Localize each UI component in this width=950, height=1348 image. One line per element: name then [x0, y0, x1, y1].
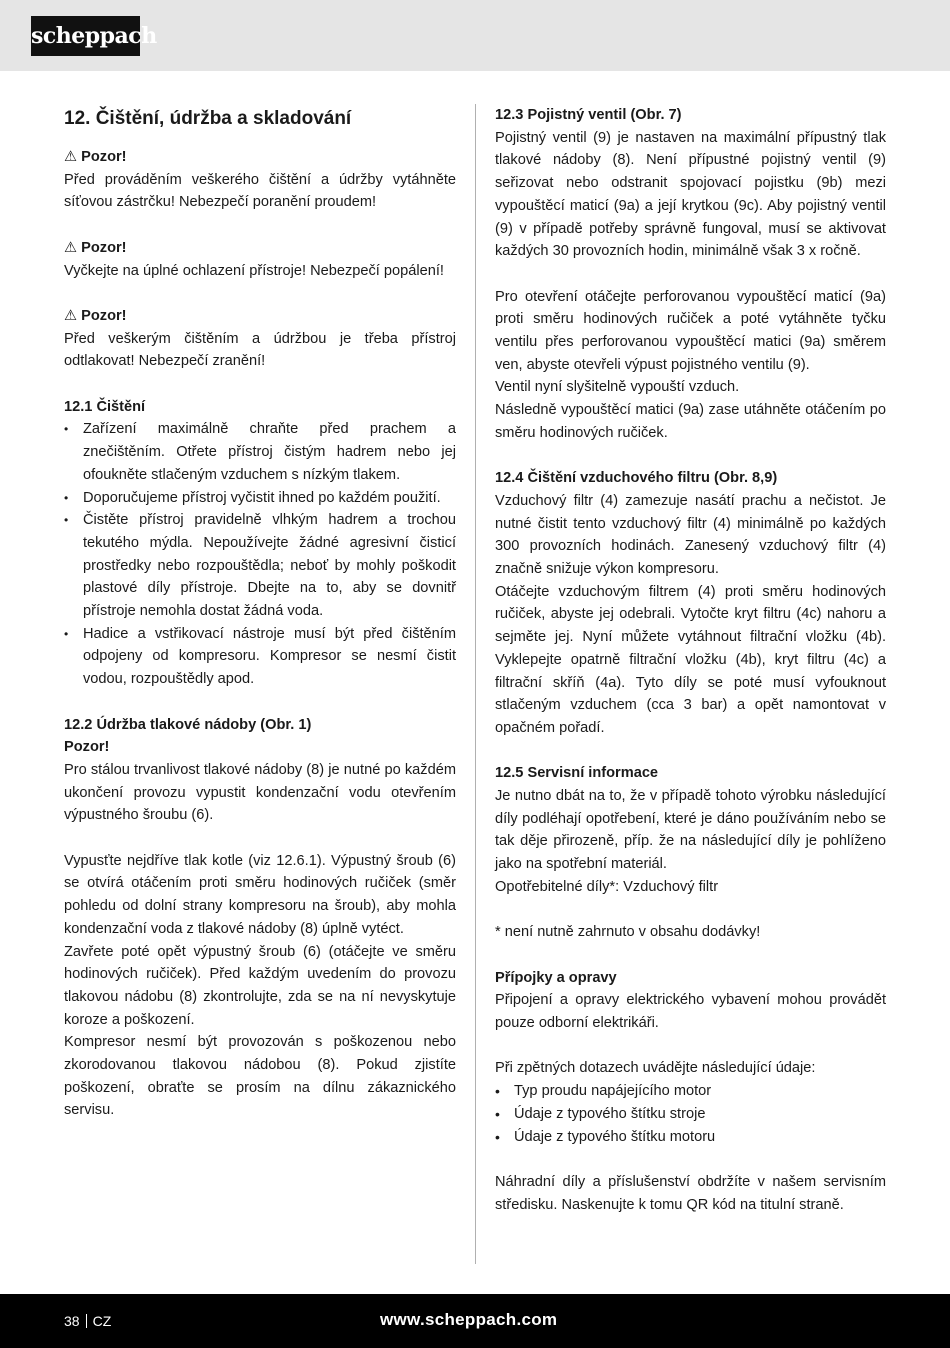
- warning-label: ⚠ Pozor!: [64, 149, 127, 165]
- section-title: 12. Čištění, údržba a skladování: [64, 108, 352, 129]
- warning-text: Vyčkejte na úplné ochlazení přístroje! Nebezpečí popálení!: [64, 262, 444, 279]
- warning-label: Pozor!: [64, 739, 110, 756]
- subsection-heading: 12.5 Servisní informace: [495, 765, 659, 782]
- subsection-heading: 12.4 Čištění vzduchového filtru (Obr. 8,9): [495, 470, 778, 487]
- page-number-value: 38: [64, 1313, 80, 1329]
- page-number: [64, 1310, 111, 1332]
- subsection-heading: 12.1 Čištění: [64, 398, 146, 415]
- paragraph: Zavřete poté opět výpustný šroub (6) (otáčejte ve směru hodinových ručiček). Před každým uvedením do provozu tlakovou nádobu (8) zkontrolujte, zda se na ní nevyskytuje koroze a poškození.: [64, 943, 456, 1028]
- paragraph: Pro otevření otáčejte perforovanou vypouštěcí maticí (9a) proti směru hodinových ručiček a poté vytáhněte tyčku ventilu přes perforovanou vypouštěcí matici (9a) směrem ven, abyste otevřeli výpust pojistného ventilu (9).: [495, 288, 886, 373]
- page-header: [0, 0, 950, 71]
- list-item: • Údaje z typového štítku stroje: [495, 1103, 886, 1126]
- list-item: • Údaje z typového štítku motoru: [495, 1126, 886, 1149]
- warning-label: ⚠ Pozor!: [64, 239, 127, 256]
- paragraph: Otáčejte vzduchovým filtrem (4) proti směru hodinových ručiček, abyste jej odebrali. Vytočte kryt filtru (4c) nahoru a sejměte jej. Nyní můžete vytáhnout filtrační vložku (4b). Vyklepejte opatrně filtrační vložku (4b), kryt filtru (4c) a filtrační skříň (4a). Tyto díly se poté musí vyfouknout stlačeným vzduchem (cca 3 bar) a opět namontovat v opačném pořadí.: [495, 583, 886, 736]
- column-divider: [475, 104, 476, 1264]
- paragraph: Je nutno dbát na to, že v případě tohoto výrobku následující díly podléhají opotřebení, které je dáno používáním nebo se tak děje přirozeně, příp. že na následující díly je pohlíženo jako na spotřební materiál.: [495, 788, 886, 873]
- list-item: • Hadice a vstřikovací nástroje musí být před čištěním odpojeny od kompresoru. Kompresor se nesmí čistit vodou, rozpouštědly apod.: [64, 623, 456, 691]
- language-code: CZ: [92, 1313, 112, 1329]
- repair-info-list: [495, 1080, 886, 1148]
- subsection-heading: Přípojky a opravy: [495, 969, 617, 986]
- footer-separator: [86, 1314, 87, 1328]
- paragraph: Pojistný ventil (9) je nastaven na maximální přípustný tlak tlakové nádoby (8). Není přípustné pojistný ventil (9) seřizovat nebo odstranit spojovací pojistku (9b) mezi vypouštěcí maticí (9a) a její krytkou (9c). Aby pojistný ventil (9) v případě potřeby správně fungoval, musí se aktivovat každých 30 provozních hodin, minimálně však 3 x ročně.: [495, 129, 886, 260]
- paragraph: Kompresor nesmí být provozován s poškozenou nebo zkorodovanou tlakovou nádobou (8). Pokud zjistíte poškození, obraťte se prosím na dílnu zákaznického servisu.: [64, 1034, 456, 1119]
- website-url: www.scheppach.com: [380, 1310, 558, 1329]
- warning-label: ⚠ Pozor!: [64, 307, 127, 324]
- list-item: • Typ proudu napájejícího motor: [495, 1080, 886, 1103]
- subsection-heading: 12.3 Pojistný ventil (Obr. 7): [495, 107, 682, 123]
- warning-text: Před veškerým čištěním a údržbou je třeba přístroj odtlakovat! Nebezpečí zranění!: [64, 330, 456, 370]
- page-footer: [0, 1294, 950, 1348]
- right-column: [495, 104, 886, 1216]
- paragraph: Opotřebitelné díly*: Vzduchový filtr: [495, 878, 719, 895]
- paragraph: Pro stálou trvanlivost tlakové nádoby (8) je nutné po každém ukončení provozu vypustit kondenzační vodu otevřením výpustného šroubu (6).: [64, 761, 456, 824]
- paragraph: Vzduchový filtr (4) zamezuje nasátí prachu a nečistot. Je nutné čistit tento vzduchový filtr (4) minimálně po každých 300 provozních hodinách. Zanesený vzduchový filtr (4) značně snižuje výkon kompresoru.: [495, 492, 886, 578]
- paragraph: Při zpětných dotazech uvádějte následující údaje:: [495, 1060, 816, 1077]
- list-item: • Doporučujeme přístroj vyčistit ihned po každém použití.: [64, 487, 456, 510]
- list-item: • Čistěte přístroj pravidelně vlhkým hadrem a trochou tekutého mýdla. Nepoužívejte žádné agresivní čisticí prostředky nebo rozpouštědla; neboť by mohly poškodit plastové díly přístroje. Dbejte na to, aby se dovnitř přístroje nemohla dostat žádná voda.: [64, 509, 456, 623]
- paragraph: Vypusťte nejdříve tlak kotle (viz 12.6.1). Výpustný šroub (6) se otvírá otáčením proti směru hodinových ručiček (směr pohledu od dolní strany kompresoru na šroub), aby mohla kondenzační voda z tlakové nádoby (8) úplně vytéct.: [64, 852, 456, 937]
- brand-logo: scheppach: [31, 16, 140, 56]
- warning-text: Před prováděním veškerého čištění a údržby vytáhněte síťovou zástrčku! Nebezpečí poranění proudem!: [64, 171, 456, 211]
- cleaning-list: [64, 418, 456, 690]
- paragraph: Připojení a opravy elektrického vybavení mohou provádět pouze odborní elektrikáři.: [495, 992, 886, 1032]
- list-item: • Zařízení maximálně chraňte před prachem a znečištěním. Otřete přístroj čistým hadrem nebo jej ofoukněte stlačeným vzduchem s nízkým tlakem.: [64, 418, 456, 486]
- paragraph: Náhradní díly a příslušenství obdržíte v našem servisním středisku. Naskenujte k tomu QR kód na titulní straně.: [495, 1173, 886, 1213]
- paragraph: Ventil nyní slyšitelně vypouští vzduch.: [495, 379, 740, 396]
- footnote: * není nutně zahrnuto v obsahu dodávky!: [495, 924, 761, 941]
- subsection-heading: 12.2 Údržba tlakové nádoby (Obr. 1): [64, 716, 312, 733]
- left-column: [64, 104, 456, 1122]
- paragraph: Následně vypouštěcí matici (9a) zase utáhněte otáčením po směru hodinových ručiček.: [495, 402, 886, 441]
